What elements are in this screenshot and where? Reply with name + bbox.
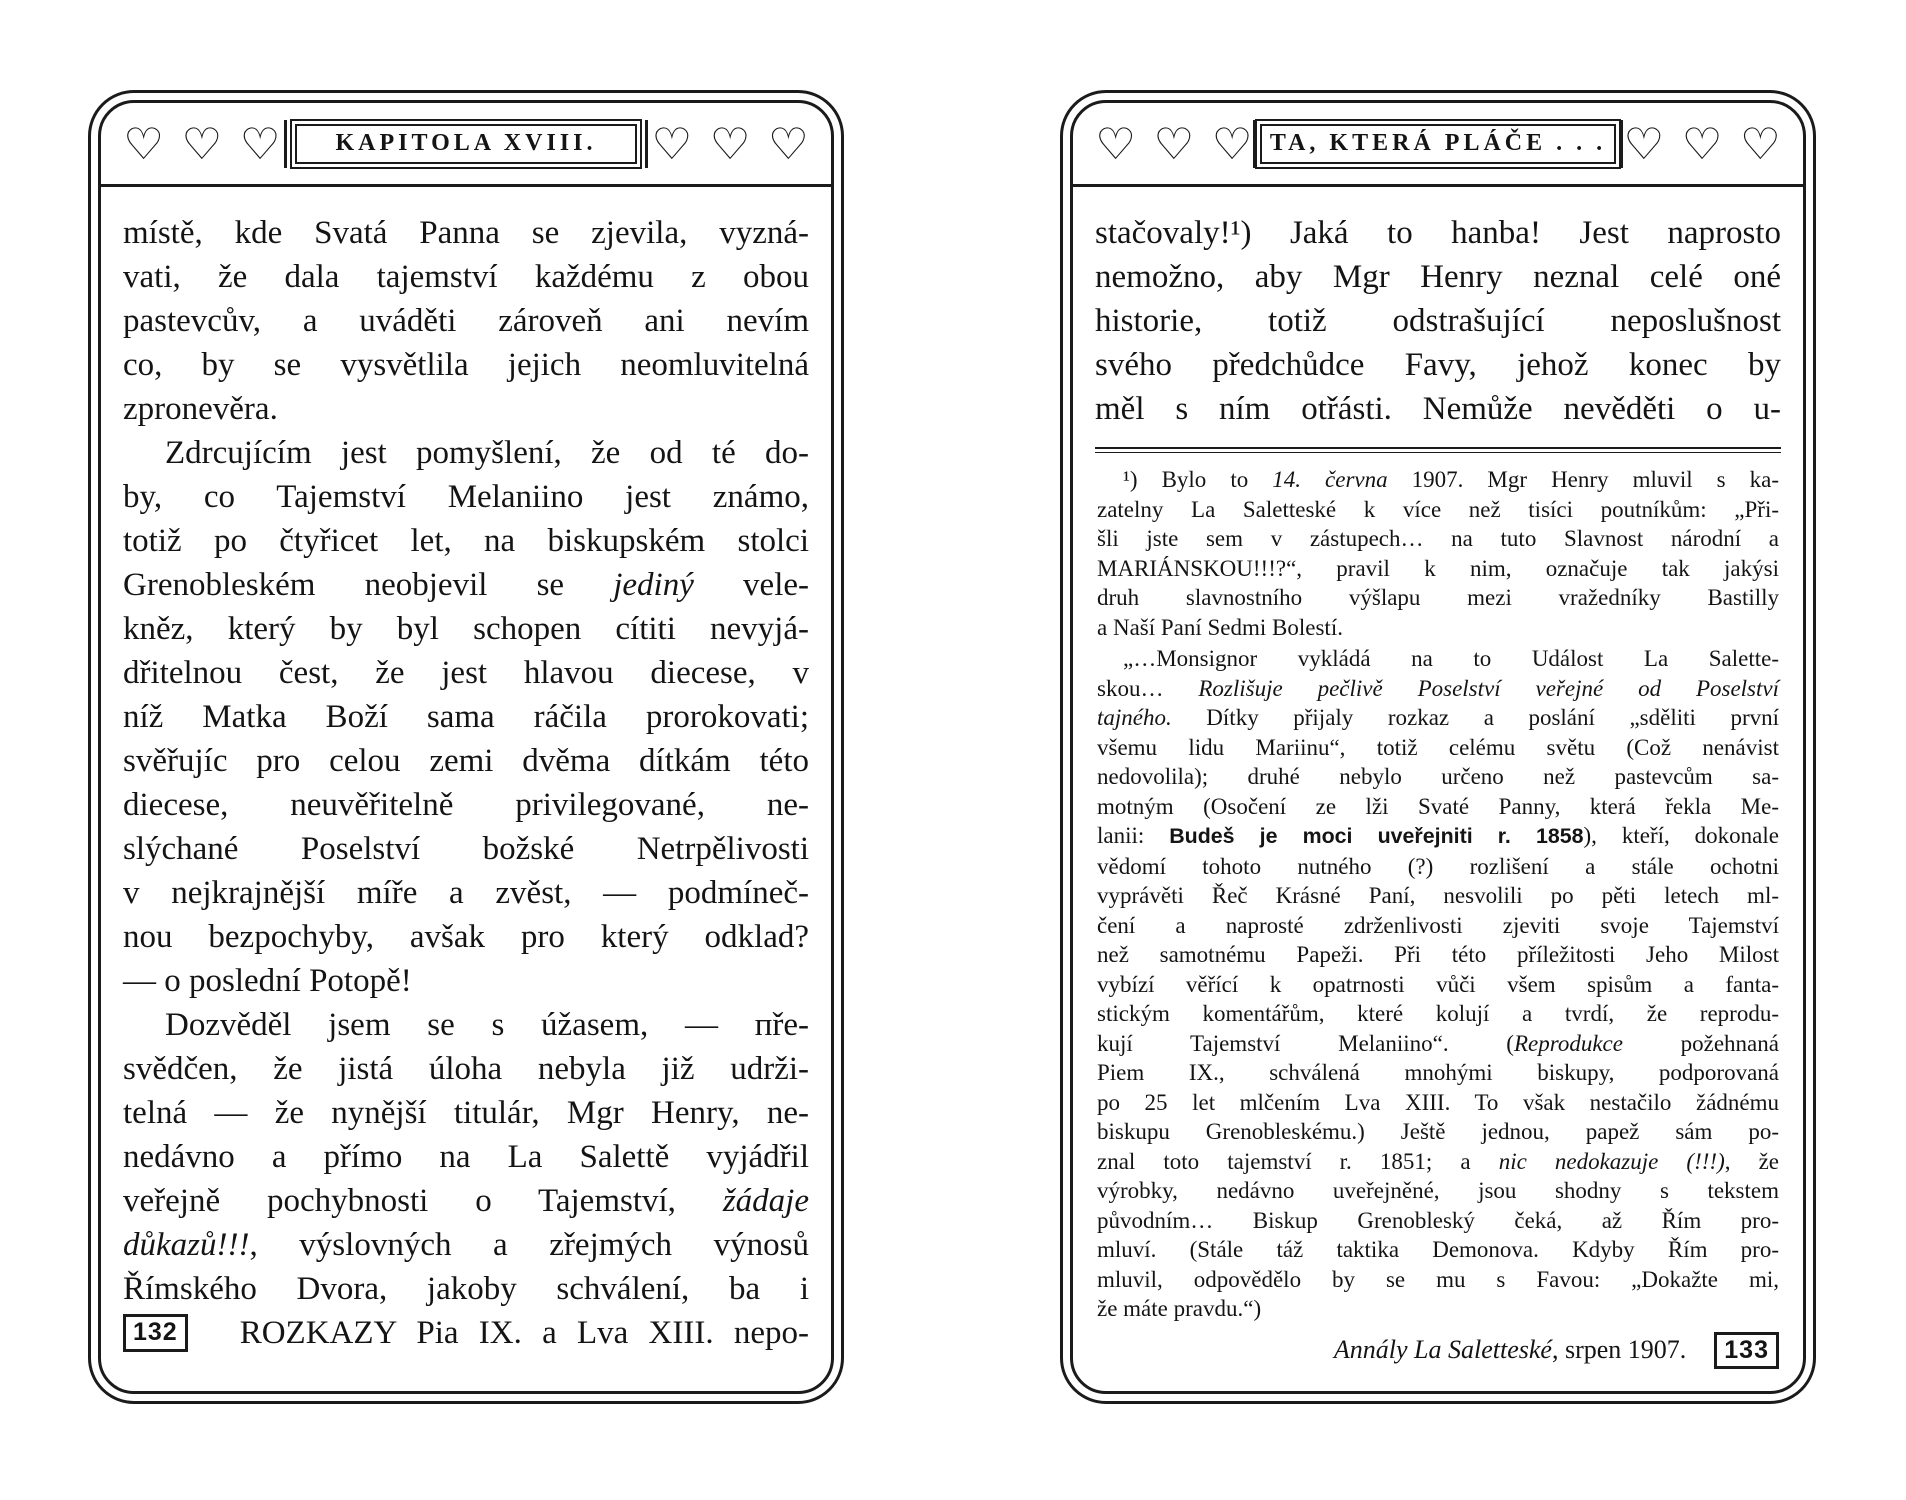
- text-segment: diecese, neuvěřitelně privilegované, ne-: [123, 787, 809, 823]
- text-line: [1095, 299, 1781, 343]
- running-title: TA, KTERÁ PLÁČE . . .: [1260, 124, 1616, 164]
- text-segment: vati, že dala tajemství každému z obou: [123, 259, 809, 295]
- text-line: [1097, 703, 1779, 733]
- hearts-left-group: [1095, 117, 1253, 170]
- text-line: [1097, 762, 1779, 792]
- text-segment: po 25 let mlčením Lva XIII. To však nestačilo žádnému: [1097, 1089, 1779, 1115]
- text-line: [123, 607, 809, 651]
- text-segment: původním… Biskup Grenobleský čeká, až Řím pro-: [1097, 1207, 1779, 1233]
- text-line: [123, 519, 809, 563]
- left-page: [88, 90, 844, 1404]
- text-line: [123, 915, 809, 959]
- text-segment: Rozlišuje pečlivě Poselství veřejné od Poselství: [1198, 675, 1779, 701]
- text-line: [123, 1135, 809, 1179]
- left-page-header: [101, 103, 831, 187]
- text-line: [1095, 387, 1781, 431]
- text-line: [1095, 255, 1781, 299]
- running-title-box: [1255, 119, 1621, 169]
- left-page-body: [101, 187, 831, 1355]
- text-segment: druh slavnostního výšlapu mezi vražedníky Bastilly: [1097, 585, 1779, 610]
- footnote-separator: [1095, 447, 1781, 453]
- text-segment: slýchané Poselství božské Netrpělivosti: [123, 831, 809, 867]
- text-segment: Piem IX., schválená mnohými biskupy, podporovaná: [1097, 1060, 1779, 1085]
- text-segment: nic nedokazuje (!!!): [1498, 1148, 1725, 1174]
- text-segment: nedávno a přímo na La Salettě vyjádřil: [123, 1139, 809, 1175]
- text-line: [1097, 1294, 1779, 1324]
- text-line: [123, 739, 809, 783]
- footnote: [1095, 465, 1781, 1369]
- text-segment: , výslovných a zřejmých výnosů: [249, 1227, 809, 1263]
- text-line: [123, 959, 809, 1003]
- text-line: [123, 783, 809, 827]
- text-line: [1097, 1265, 1779, 1295]
- text-segment: svěřujíc pro celou zemi dvěma dítkám této: [123, 743, 809, 779]
- right-page: [1060, 90, 1816, 1404]
- text-segment: vele-: [693, 567, 809, 603]
- text-line: [1097, 524, 1779, 554]
- text-segment: zpronevěra.: [123, 391, 278, 427]
- text-segment: všemu lidu Mariinu“, totiž celému světu (Což nenávist: [1097, 734, 1779, 760]
- text-segment: lanii:: [1097, 823, 1170, 848]
- text-segment: Římského Dvora, jakoby schválení, ba i: [123, 1271, 809, 1307]
- text-segment: Grenobleském neobjevil se: [123, 567, 614, 603]
- text-line: [123, 695, 809, 739]
- text-line: [123, 563, 809, 607]
- text-line: [1097, 1176, 1779, 1206]
- text-line: [1097, 970, 1779, 1000]
- heart-icon: ♡: [239, 117, 281, 170]
- text-line: [1097, 583, 1779, 613]
- text-segment: Budeš je moci uveřejniti r. 1858: [1169, 824, 1584, 848]
- text-line: [1097, 674, 1779, 704]
- text-line: [123, 871, 809, 915]
- text-line: [123, 475, 809, 519]
- text-line: [123, 387, 809, 431]
- heart-icon: ♡: [1623, 117, 1665, 170]
- text-segment: šli jste sem v zástupech… na tuto Slavnost národní a: [1097, 526, 1779, 551]
- heart-icon: ♡: [651, 117, 693, 170]
- text-line: [123, 1267, 809, 1311]
- text-segment: znal toto tajemství r. 1851; a: [1097, 1148, 1499, 1174]
- text-line: [1097, 554, 1779, 584]
- text-line: [1097, 1206, 1779, 1236]
- text-segment: vybízí věřící k opatrnosti vůči všem spisům a fanta-: [1097, 971, 1779, 997]
- text-segment: dřitelnou čest, že jest hlavou diecese, v: [123, 655, 809, 691]
- text-line: [1097, 495, 1779, 525]
- text-segment: požehnaná: [1622, 1030, 1779, 1056]
- hearts-right-group: [1623, 117, 1781, 170]
- text-segment: ), kteří, dokonale: [1583, 823, 1779, 848]
- text-line: [1097, 465, 1779, 495]
- text-line: [123, 431, 809, 475]
- text-line: [1097, 1058, 1779, 1088]
- text-segment: Dítky přijaly rozkaz a poslání „sděliti první: [1171, 705, 1779, 730]
- right-page-inner-border: [1070, 100, 1806, 1394]
- header-divider: [645, 120, 648, 168]
- page-number-badge: 132: [123, 1314, 188, 1352]
- text-segment: ROZKAZY Pia IX. a Lva XIII. nepo-: [239, 1315, 809, 1351]
- text-segment: nemožno, aby Mgr Henry neznal celé oné: [1095, 259, 1781, 295]
- text-line: [1097, 911, 1779, 941]
- chapter-title: KAPITOLA XVIII.: [295, 124, 637, 164]
- text-segment: biskupu Grenobleskému.) Ještě jednou, papež sám po-: [1097, 1119, 1779, 1144]
- text-line: [1097, 644, 1779, 674]
- text-segment: níž Matka Boží sama ráčila prorokovati;: [123, 699, 809, 735]
- hearts-left-group: [123, 117, 281, 170]
- text-line: [1097, 821, 1779, 852]
- text-segment: , srpen 1907.: [1551, 1335, 1687, 1365]
- heart-icon: ♡: [1211, 117, 1253, 170]
- heart-icon: ♡: [123, 117, 165, 170]
- heart-icon: ♡: [1681, 117, 1723, 170]
- text-segment: zatelny La Saletteské k více než tisíci poutníkům: „Při-: [1097, 496, 1779, 522]
- text-segment: kněz, který by byl schopen cítiti nevyjá-: [123, 611, 809, 647]
- text-segment: že máte pravdu.“): [1097, 1296, 1262, 1321]
- right-page-header: [1073, 103, 1803, 187]
- text-segment: než samotnému Papeži. Při této příležitosti Jeho Milost: [1097, 942, 1779, 967]
- text-segment: výrobky, nedávno uveřejněné, jsou shodny s tekstem: [1097, 1178, 1779, 1203]
- text-segment: veřejně pochybnosti o Tajemství,: [123, 1183, 723, 1219]
- text-segment: , že: [1724, 1148, 1779, 1174]
- text-segment: mluví. (Stále táž taktika Demonova. Kdyby Řím pro-: [1097, 1237, 1779, 1262]
- left-page-inner-border: [98, 100, 834, 1394]
- text-line: [123, 827, 809, 871]
- heart-icon: ♡: [1739, 117, 1781, 170]
- text-segment: Zdrcujícím jest pomyšlení, že od té do-: [165, 435, 809, 471]
- heart-icon: ♡: [181, 117, 223, 170]
- text-line: [1097, 613, 1779, 643]
- text-segment: měl s ním otřásti. Nemůže nevěděti o u-: [1095, 391, 1781, 427]
- text-segment: Dozvěděl jsem se s úžasem, — пře-: [165, 1007, 809, 1043]
- text-segment: kují Tajemství Melaniino“. (: [1097, 1030, 1514, 1056]
- text-line: [1097, 999, 1779, 1029]
- text-segment: co, by se vysvětlila jejich neomluvitelná: [123, 347, 809, 383]
- text-line: [1095, 211, 1781, 255]
- attribution-line: [1097, 1332, 1779, 1370]
- text-segment: totiž po čtyřicet let, na biskupském stolci: [123, 523, 809, 559]
- text-segment: v nejkrajnější míře a zvěst, — podmíneč-: [123, 875, 809, 911]
- text-segment: žádaje: [722, 1183, 809, 1219]
- text-segment: svědčen, že jistá úloha nebyla již udrži-: [123, 1051, 809, 1087]
- text-line: [1097, 1117, 1779, 1147]
- text-line: [123, 255, 809, 299]
- text-line: [123, 1091, 809, 1135]
- text-segment: 14. června: [1272, 467, 1388, 492]
- text-segment: důkazů!!!: [123, 1227, 250, 1263]
- footnote-paragraph-1: [1097, 465, 1779, 642]
- text-segment: ¹) Bylo to: [1123, 467, 1273, 492]
- heart-icon: ♡: [1153, 117, 1195, 170]
- text-segment: svého předchůdce Favy, jehož konec by: [1095, 347, 1781, 383]
- text-line: [123, 1179, 809, 1223]
- text-line: [1097, 852, 1779, 882]
- text-line: [240, 1311, 809, 1355]
- text-line: [1097, 1088, 1779, 1118]
- text-segment: skou…: [1097, 675, 1199, 701]
- heart-icon: ♡: [767, 117, 809, 170]
- heart-icon: ♡: [1095, 117, 1137, 170]
- text-segment: 1907. Mgr Henry mluvil s ka-: [1387, 467, 1780, 492]
- text-line: [1097, 881, 1779, 911]
- text-segment: stačovaly!¹) Jaká to hanba! Jest naprosto: [1095, 215, 1781, 251]
- text-segment: nou bezpochyby, avšak pro který odklad?: [123, 919, 809, 955]
- text-segment: stickým komentářům, které kolují a tvrdí, že reprodu-: [1097, 1001, 1779, 1026]
- text-segment: Reprodukce: [1513, 1030, 1623, 1056]
- text-line: [123, 299, 809, 343]
- hearts-right-group: [651, 117, 809, 170]
- attribution-text: [1334, 1335, 1686, 1365]
- page-number-badge: 133: [1714, 1332, 1779, 1370]
- text-line: [123, 1047, 809, 1091]
- text-segment: „…Monsignor vykládá na to Událost La Salette-: [1123, 646, 1779, 671]
- heart-icon: ♡: [709, 117, 751, 170]
- text-line: [123, 1003, 809, 1047]
- text-segment: — o poslední Potopě!: [123, 963, 412, 999]
- text-segment: vědomí tohoto nutného (?) rozlišení a stále ochotni: [1097, 853, 1779, 879]
- text-segment: čení a naprosté zdrženlivosti zjeviti svoje Tajemství: [1097, 912, 1779, 938]
- text-segment: a Naší Paní Sedmi Bolestí.: [1097, 614, 1343, 640]
- text-segment: Annály La Saletteské: [1333, 1335, 1552, 1365]
- text-segment: telná — že nynější titulár, Mgr Henry, ne-: [123, 1095, 809, 1131]
- text-line: [1097, 940, 1779, 970]
- text-line: [123, 651, 809, 695]
- text-segment: historie, totiž odstrašující neposlušnost: [1095, 303, 1781, 339]
- chapter-title-box: [290, 119, 642, 169]
- text-segment: by, co Tajemství Melaniino jest známo,: [123, 479, 809, 515]
- footnote-paragraph-2: [1097, 644, 1779, 1324]
- right-page-body: [1073, 187, 1803, 1369]
- text-segment: motným (Osočení ze lži Svaté Panny, která řekla Me-: [1097, 793, 1779, 819]
- text-segment: jediný: [613, 567, 694, 603]
- text-segment: mluvil, odpovědělo by se mu s Favou: „Dokažte mi,: [1097, 1266, 1779, 1292]
- header-divider: [284, 120, 287, 168]
- text-segment: MARIÁNSKOU!!!?“, pravil k nim, označuje tak jakýsi: [1097, 555, 1779, 581]
- text-line: [1097, 792, 1779, 822]
- left-body-lines: [123, 211, 809, 1311]
- text-segment: tajného.: [1097, 705, 1172, 730]
- text-line: [123, 1223, 809, 1267]
- right-body-lines: [1095, 211, 1781, 431]
- text-line: [123, 343, 809, 387]
- text-line: [1097, 733, 1779, 763]
- left-last-line: [123, 1311, 809, 1355]
- text-line: [123, 211, 809, 255]
- text-line: [1095, 343, 1781, 387]
- text-line: [1097, 1029, 1779, 1059]
- text-segment: místě, kde Svatá Panna se zjevila, vyzná-: [123, 215, 809, 251]
- text-segment: pastevcův, a uváděti zároveň ani nevím: [123, 303, 809, 339]
- text-line: [1097, 1235, 1779, 1265]
- text-segment: vyprávěti Řeč Krásné Paní, nesvolili po pěti letech ml-: [1097, 883, 1779, 908]
- text-line: [1097, 1147, 1779, 1177]
- text-segment: nedovolila); druhé nebylo určeno než pastevcům sa-: [1097, 764, 1779, 789]
